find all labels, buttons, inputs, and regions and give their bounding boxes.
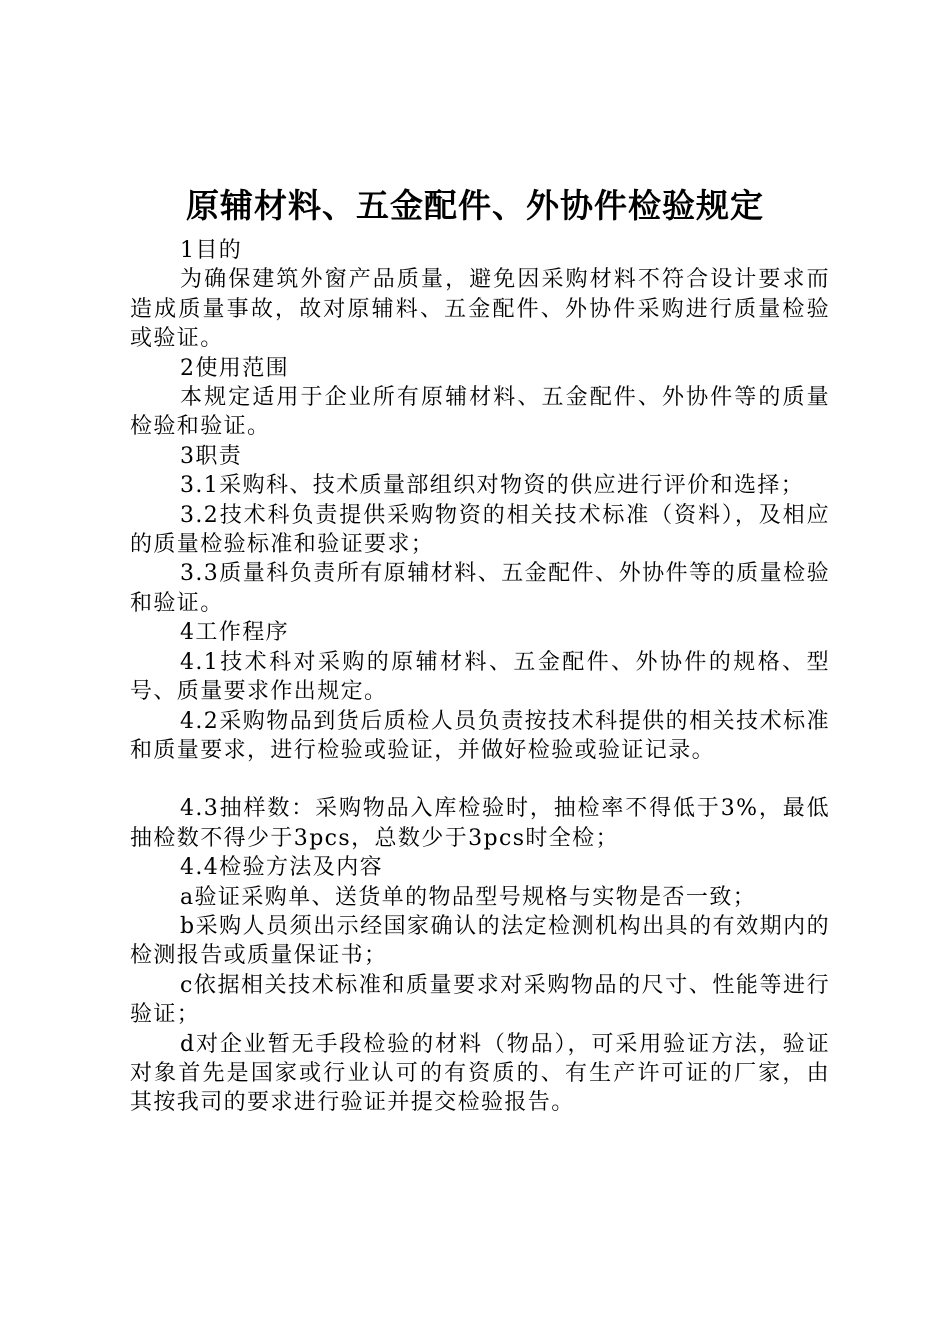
paragraph-3-2: 3.2技术科负责提供采购物资的相关技术标准（资料），及相应的质量检验标准和验证要求； bbox=[130, 502, 830, 558]
paragraph-purpose: 为确保建筑外窗产品质量，避免因采购材料不符合设计要求而造成质量事故，故对原辅料、五金配件、外协件采购进行质量检验或验证。 bbox=[130, 267, 830, 352]
paragraph-3-1: 3.1采购科、技术质量部组织对物资的供应进行评价和选择； bbox=[180, 473, 805, 499]
section-heading-purpose: 1目的 bbox=[180, 238, 243, 263]
paragraph-4-1: 4.1技术科对采购的原辅材料、五金配件、外协件的规格、型号、质量要求作出规定。 bbox=[130, 649, 830, 705]
list-item-d: d对企业暂无手段检验的材料（物品），可采用验证方法，验证对象首先是国家或行业认可的有资质的、有生产许可证的厂家，由其按我司的要求进行验证并提交检验报告。 bbox=[130, 1031, 830, 1116]
paragraph-4-2: 4.2采购物品到货后质检人员负责按技术科提供的相关技术标准和质量要求，进行检验或验证，并做好检验或验证记录。 bbox=[130, 708, 830, 763]
section-heading-procedure: 4工作程序 bbox=[180, 620, 289, 646]
document-title: 原辅材料、五金配件、外协件检验规定 bbox=[186, 186, 764, 225]
paragraph-3-3: 3.3质量科负责所有原辅材料、五金配件、外协件等的质量检验和验证。 bbox=[130, 561, 830, 616]
paragraph-4-3: 4.3抽样数：采购物品入库检验时，抽检率不得低于3%，最低抽检数不得少于3pcs，总数少于3pcs时全检； bbox=[130, 796, 830, 851]
list-item-a: a验证采购单、送货单的物品型号规格与实物是否一致； bbox=[180, 884, 757, 910]
paragraph-4-4: 4.4检验方法及内容 bbox=[180, 855, 383, 881]
document-body bbox=[130, 236, 830, 1118]
section-heading-responsibilities: 3职责 bbox=[180, 443, 243, 469]
paragraph-scope: 本规定适用于企业所有原辅材料、五金配件、外协件等的质量检验和验证。 bbox=[130, 385, 830, 440]
section-heading-scope: 2使用范围 bbox=[180, 355, 289, 381]
list-item-c: c依据相关技术标准和质量要求对采购物品的尺寸、性能等进行验证； bbox=[130, 972, 830, 1028]
list-item-b: b采购人员须出示经国家确认的法定检测机构出具的有效期内的检测报告或质量保证书； bbox=[130, 913, 830, 969]
